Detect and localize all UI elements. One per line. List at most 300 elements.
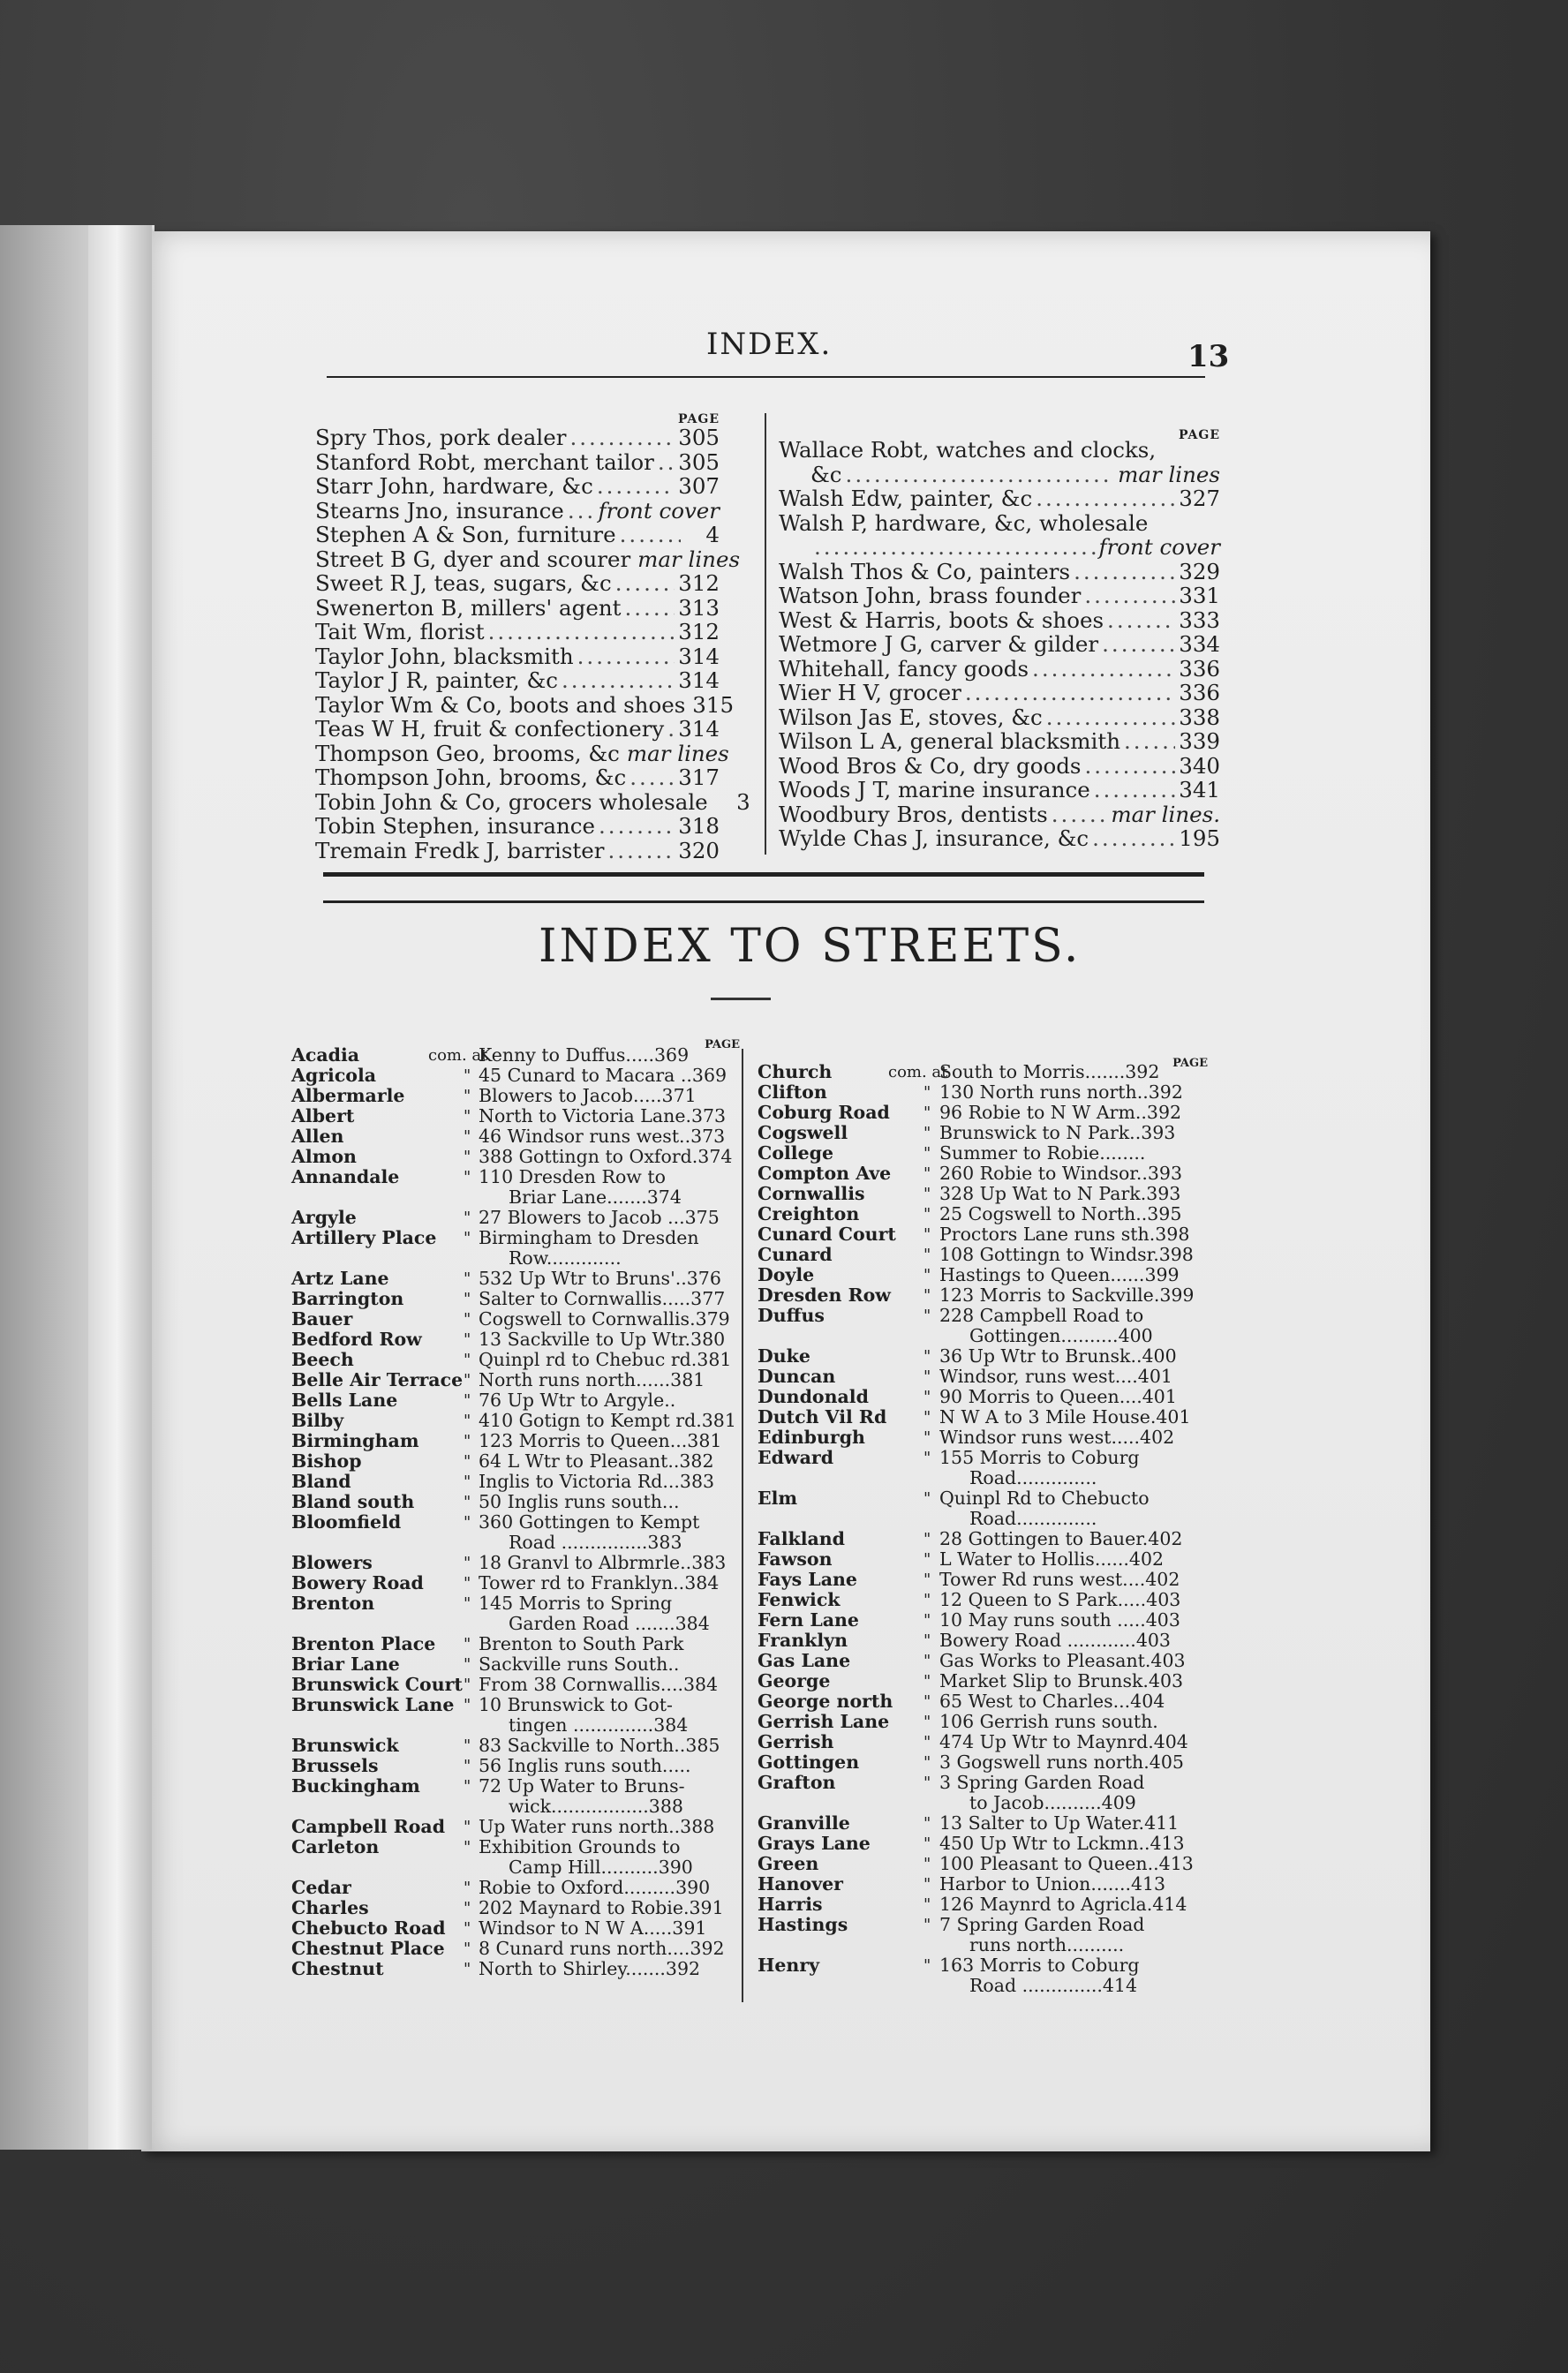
street-description: Birmingham to Dresden [479,1227,699,1248]
business-name: Teas W H, fruit & confectionery [315,716,665,742]
business-page: 327 [1179,486,1220,511]
ditto-mark: " [923,1631,931,1650]
street-description: N W A to 3 Mile House.401 [939,1406,1191,1428]
street-entry [291,1086,740,1106]
ditto-mark: " [923,1855,931,1873]
street-entry [291,1776,740,1797]
business-name: Taylor John, blacksmith [315,643,574,669]
street-description: 56 Inglis runs south..... [479,1755,691,1776]
street-name: Albermarle [291,1085,405,1106]
street-description: Brenton to South Park [479,1633,684,1654]
street-description: Row............. [509,1247,622,1269]
business-entry [779,754,1220,779]
street-name: Artz Lane [291,1268,389,1289]
leader-dots [667,717,675,742]
street-name: Albert [291,1105,355,1126]
street-entry [291,1472,740,1492]
business-page: 334 [1179,631,1220,657]
business-page: mar lines. [1111,801,1220,827]
ditto-mark: " [923,1408,931,1427]
ditto-mark: " [464,1412,471,1430]
street-entry [291,1797,740,1817]
business-page: 3 [736,788,750,815]
street-description: 410 Gotign to Kempt rd.381 [479,1410,736,1431]
street-name: Henry [758,1955,820,1976]
ditto-mark: " [464,1818,471,1836]
street-entry [758,1509,1208,1529]
street-name: Cedar [291,1877,351,1898]
street-entry [291,1675,740,1695]
streets-index-left [291,1038,740,1979]
business-entry [779,560,1220,584]
business-name: Walsh Thos & Co, painters [779,558,1071,584]
street-description: 123 Morris to Sackville.399 [939,1284,1195,1306]
ditto-mark: " [464,1351,471,1369]
street-description: 18 Granvl to Albrmrle..383 [479,1552,727,1573]
street-name: Bloomfield [291,1511,402,1533]
ditto-mark: " [464,1736,471,1755]
street-name: George [758,1670,831,1691]
street-name: Fays Lane [758,1569,857,1590]
street-description: Kenny to Duffus.....369 [479,1044,690,1066]
ditto-mark: " [923,1774,931,1792]
business-entry [779,826,1220,851]
streets-column-divider [742,1049,743,2002]
street-entry [758,1529,1208,1549]
street-name: Gottingen [758,1752,860,1773]
business-entry [779,657,1220,682]
street-entry [758,1082,1208,1103]
ditto-mark: " [923,1753,931,1772]
street-entry [291,1228,740,1248]
street-name: Artillery Place [291,1227,437,1248]
business-entry [779,438,1220,463]
leader-dots [1084,754,1175,779]
street-entry [291,1614,740,1634]
street-name: Agricola [291,1065,377,1086]
street-description: Inglis to Victoria Rd...383 [479,1471,715,1492]
leader-dots [607,839,675,863]
ditto-mark: " [464,1148,471,1166]
street-description: Market Slip to Brunsk.403 [939,1670,1184,1691]
business-entry [315,717,720,742]
ditto-mark: " [464,1452,471,1471]
ditto-mark: " [923,1347,931,1366]
streets-index-right [758,1057,1208,1996]
street-name: Cornwallis [758,1183,865,1204]
business-name: Stanford Robt, merchant tailor [315,448,654,475]
ditto-mark: com. at [428,1046,488,1065]
leader-dots [488,620,675,644]
ditto-mark: " [464,1574,471,1593]
street-description: Gottingen..........400 [969,1325,1153,1346]
street-name: Brenton Place [291,1633,436,1654]
street-description: 532 Up Wtr to Bruns'..376 [479,1268,721,1289]
street-name: Chestnut Place [291,1938,445,1959]
street-name: Bedford Row [291,1329,422,1350]
street-description: 202 Maynard to Robie.391 [479,1897,724,1918]
street-description: 76 Up Wtr to Argyle.. [479,1390,676,1411]
street-entry [291,1918,740,1939]
street-entry [291,1269,740,1289]
street-entry [291,1654,740,1675]
leader-dots [1032,657,1175,682]
business-name: Wetmore J G, carver & gilder [779,631,1099,657]
street-name: Bland [291,1471,351,1492]
street-description: Road ..............414 [969,1975,1137,1996]
street-description: Road.............. [969,1508,1097,1529]
business-entry [779,486,1220,511]
business-page: 313 [678,594,720,621]
section-double-rule-bottom [323,900,1204,903]
business-name: Thompson Geo, brooms, &c [315,740,620,766]
street-description: Robie to Oxford.........390 [479,1877,711,1898]
ditto-mark: " [464,1087,471,1105]
business-index-right [779,426,1220,851]
ditto-mark: " [923,1124,931,1142]
business-name: Wood Bros & Co, dry goods [779,752,1082,779]
street-description: Tower rd to Franklyn..384 [479,1572,720,1593]
leader-dots [1084,584,1175,608]
street-entry [758,1387,1208,1407]
street-description: 130 North runs north..392 [939,1081,1183,1103]
business-entry [315,668,720,693]
street-entry [291,1431,740,1451]
header-rule [327,376,1205,378]
street-description: Garden Road .......384 [509,1613,710,1634]
street-description: Brunswick to N Park..393 [939,1122,1176,1143]
street-entry [291,1959,740,1979]
business-page: 320 [678,837,720,863]
street-name: Buckingham [291,1775,420,1797]
ditto-mark: " [923,1489,931,1508]
street-description: 64 L Wtr to Pleasant..382 [479,1450,714,1472]
business-entry [315,499,720,524]
business-entry [779,778,1220,802]
street-entry [758,1184,1208,1204]
page-column-label: PAGE [678,412,720,426]
leader-dots [599,814,675,839]
business-entry [315,740,729,766]
business-name: Tobin John & Co, grocers wholesale [315,788,708,815]
street-description: North runs north......381 [479,1369,705,1390]
street-entry [758,1103,1208,1123]
ditto-mark: " [923,1246,931,1264]
street-entry [758,1204,1208,1224]
ditto-mark: " [923,1571,931,1589]
street-entry [291,1330,740,1350]
business-page: 314 [678,643,720,669]
street-name: Belle Air Terrace [291,1369,464,1390]
street-description: 13 Salter to Up Water.411 [939,1812,1180,1834]
street-name: Blowers [291,1552,373,1573]
street-entry [758,1631,1208,1651]
street-name: Harris [758,1894,823,1915]
street-entry [758,1752,1208,1773]
street-name: Bauer [291,1308,353,1330]
street-entry [291,1593,740,1614]
business-name: Spry Thos, pork dealer [315,425,567,450]
street-description: 3 Spring Garden Road [939,1772,1145,1793]
page-column-label: PAGE [1179,428,1220,442]
business-page: 341 [1179,777,1220,802]
ditto-mark: " [923,1449,931,1467]
street-entry [758,1428,1208,1448]
business-name: Stearns Jno, insurance [315,497,564,524]
street-name: Brunswick Lane [291,1694,455,1715]
leader-dots [1046,705,1175,730]
street-entry [758,1976,1208,1996]
street-description: Blowers to Jacob.....371 [479,1085,697,1106]
business-page: 314 [678,667,720,693]
business-page: 336 [1179,680,1220,705]
street-name: Fenwick [758,1589,841,1610]
page-title: INDEX. [706,327,833,362]
street-description: 50 Inglis runs south... [479,1491,680,1512]
street-entry [758,1407,1208,1428]
street-description: 10 May runs south .....403 [939,1609,1180,1631]
street-entry [758,1590,1208,1610]
ditto-mark: " [464,1371,471,1390]
business-name: Woods J T, marine insurance [779,777,1090,802]
street-description: Windsor to N W A.....391 [479,1917,707,1939]
street-name: Dresden Row [758,1284,891,1306]
ditto-mark: " [923,1307,931,1325]
street-name: Cunard [758,1244,833,1265]
street-entry [291,1248,740,1269]
business-entry [779,584,1220,608]
street-entry [758,1488,1208,1509]
ditto-mark: " [464,1493,471,1511]
street-entry [758,1935,1208,1955]
business-entry [779,705,1220,730]
street-description: Proctors Lane runs sth.398 [939,1224,1190,1245]
street-name: Edward [758,1447,834,1468]
leader-dots [1074,560,1175,584]
street-name: Franklyn [758,1630,848,1651]
street-entry [758,1955,1208,1976]
street-entry [758,1224,1208,1245]
street-description: 3 Gogswell runs north.405 [939,1752,1184,1773]
business-page: 315 [692,691,735,718]
street-description: Quinpl Rd to Chebucto [939,1488,1150,1509]
ditto-mark: " [923,1104,931,1122]
business-entry [315,644,720,669]
street-description: L Water to Hollis......402 [939,1548,1165,1570]
street-name: Charles [291,1897,369,1918]
business-page: mar lines [1118,461,1220,487]
street-description: Windsor runs west.....402 [939,1427,1175,1448]
street-name: Creighton [758,1203,860,1224]
leader-dots [1052,802,1108,827]
ditto-mark: " [464,1594,471,1613]
leader-dots [1107,608,1175,633]
business-entry [315,474,720,499]
street-entry [291,1857,740,1878]
business-entry [315,523,720,547]
street-description: tingen ..............384 [509,1714,689,1736]
leader-dots [1094,778,1176,802]
street-name: Compton Ave [758,1163,892,1184]
street-entry [291,1553,740,1573]
street-entry [758,1651,1208,1671]
ditto-mark: " [464,1838,471,1857]
business-page: mar lines [637,546,741,572]
street-entry [291,1370,740,1390]
street-description: 10 Brunswick to Got- [479,1694,673,1715]
street-entry [291,1066,740,1086]
street-entry [758,1874,1208,1895]
ditto-mark: " [923,1652,931,1670]
ditto-mark: " [464,1554,471,1572]
business-page: mar lines [626,740,729,766]
business-page: 333 [1179,606,1220,633]
business-page: 339 [1179,728,1220,754]
business-entry [315,546,741,572]
street-description: 65 West to Charles...404 [939,1691,1165,1712]
business-entry [779,608,1220,633]
business-page: 4 [705,522,720,547]
business-page: 305 [678,425,720,450]
business-name: Thompson John, brooms, &c [315,765,627,790]
business-entry [315,571,720,596]
street-description: Road ...............383 [509,1532,682,1553]
street-name: Cunard Court [758,1224,896,1245]
street-entry [758,1326,1208,1346]
street-entry [758,1793,1208,1813]
ditto-mark: " [464,1757,471,1775]
business-entry [315,426,720,450]
street-description: 100 Pleasant to Queen..413 [939,1853,1194,1874]
street-name: Fawson [758,1548,833,1570]
street-entry [758,1773,1208,1793]
street-name: Gerrish [758,1731,834,1752]
business-entry [315,765,720,790]
street-name: Falkland [758,1528,846,1549]
street-entry [758,1813,1208,1834]
street-description: Bowery Road ............403 [939,1630,1171,1651]
street-description: runs north.......... [969,1934,1125,1955]
street-description: Exhibition Grounds to [479,1836,681,1857]
street-name: Annandale [291,1166,400,1187]
book-gutter [88,225,152,2150]
ditto-mark: " [464,1513,471,1532]
street-name: Elm [758,1488,798,1509]
street-description: 27 Blowers to Jacob ...375 [479,1207,720,1228]
ditto-mark: " [923,1550,931,1569]
ditto-mark: " [464,1168,471,1186]
business-entry [315,691,735,718]
street-entry [291,1390,740,1411]
street-entry [291,1898,740,1918]
business-page: 340 [1179,752,1220,779]
street-entry [758,1265,1208,1285]
street-name: Chebucto Road [291,1917,446,1939]
street-entry [291,1715,740,1736]
street-description: 28 Gottingen to Bauer.402 [939,1528,1183,1549]
street-description: 106 Gerrish runs south. [939,1711,1158,1732]
ditto-mark: " [923,1530,931,1548]
ditto-mark: " [464,1066,471,1085]
business-name: Tobin Stephen, insurance [315,813,596,839]
business-entry [779,632,1220,657]
street-description: Harbor to Union.......413 [939,1873,1166,1895]
street-name: Duncan [758,1366,836,1387]
street-name: Granville [758,1812,850,1834]
ditto-mark: " [923,1834,931,1853]
ditto-mark: com. at [888,1063,948,1081]
street-entry [758,1245,1208,1265]
business-page: 317 [678,765,720,790]
ditto-mark: " [923,1367,931,1386]
street-name: Briar Lane [291,1654,400,1675]
street-description: 360 Gottingen to Kempt [479,1511,700,1533]
street-name: Clifton [758,1081,827,1103]
street-entry [291,1309,740,1330]
street-entry [291,1533,740,1553]
street-entry [758,1468,1208,1488]
ditto-mark: " [923,1814,931,1833]
business-entry [315,788,750,815]
street-description: 145 Morris to Spring [479,1593,673,1614]
street-name: Bells Lane [291,1390,398,1411]
street-name: Green [758,1853,819,1874]
street-description: South to Morris.......392 [939,1061,1160,1082]
street-entry [291,1817,740,1837]
street-description: 7 Spring Garden Road [939,1914,1145,1935]
street-description: 123 Morris to Queen...381 [479,1430,722,1451]
street-entry [291,1939,740,1959]
ditto-mark: " [464,1269,471,1288]
street-description: 108 Gottingn to Windsr.398 [939,1244,1194,1265]
street-entry [758,1854,1208,1874]
street-name: Duffus [758,1305,825,1326]
street-entry [758,1834,1208,1854]
street-description: Up Water runs north..388 [479,1816,715,1837]
street-description: Road.............. [969,1467,1097,1488]
street-entry [758,1306,1208,1326]
street-name: Chestnut [291,1958,384,1979]
street-entry [758,1062,1208,1082]
street-description: 36 Up Wtr to Brunsk..400 [939,1345,1177,1367]
street-name: George north [758,1691,893,1712]
street-entry [758,1123,1208,1143]
street-name: Bowery Road [291,1572,424,1593]
street-entry [291,1208,740,1228]
business-page: 195 [1179,825,1220,851]
leader-dots [568,499,595,524]
business-entry [779,463,1220,487]
street-entry [291,1106,740,1126]
ditto-mark: " [923,1266,931,1284]
business-page: 307 [678,473,720,499]
ditto-mark: " [464,1919,471,1938]
business-page: front cover [1098,534,1220,560]
leader-dots [1036,486,1175,511]
ditto-mark: " [464,1899,471,1917]
ditto-mark: " [923,1895,931,1914]
street-entry [758,1285,1208,1306]
street-name: Coburg Road [758,1102,890,1123]
leader-dots [658,450,675,475]
street-description: 96 Robie to N W Arm..392 [939,1102,1182,1123]
street-name: Brenton [291,1593,375,1614]
street-entry [291,1837,740,1857]
street-name: Almon [291,1146,357,1167]
ditto-mark: " [464,1391,471,1410]
business-name: Walsh P, hardware, &c, wholesale [779,509,1149,536]
street-name: College [758,1142,833,1164]
